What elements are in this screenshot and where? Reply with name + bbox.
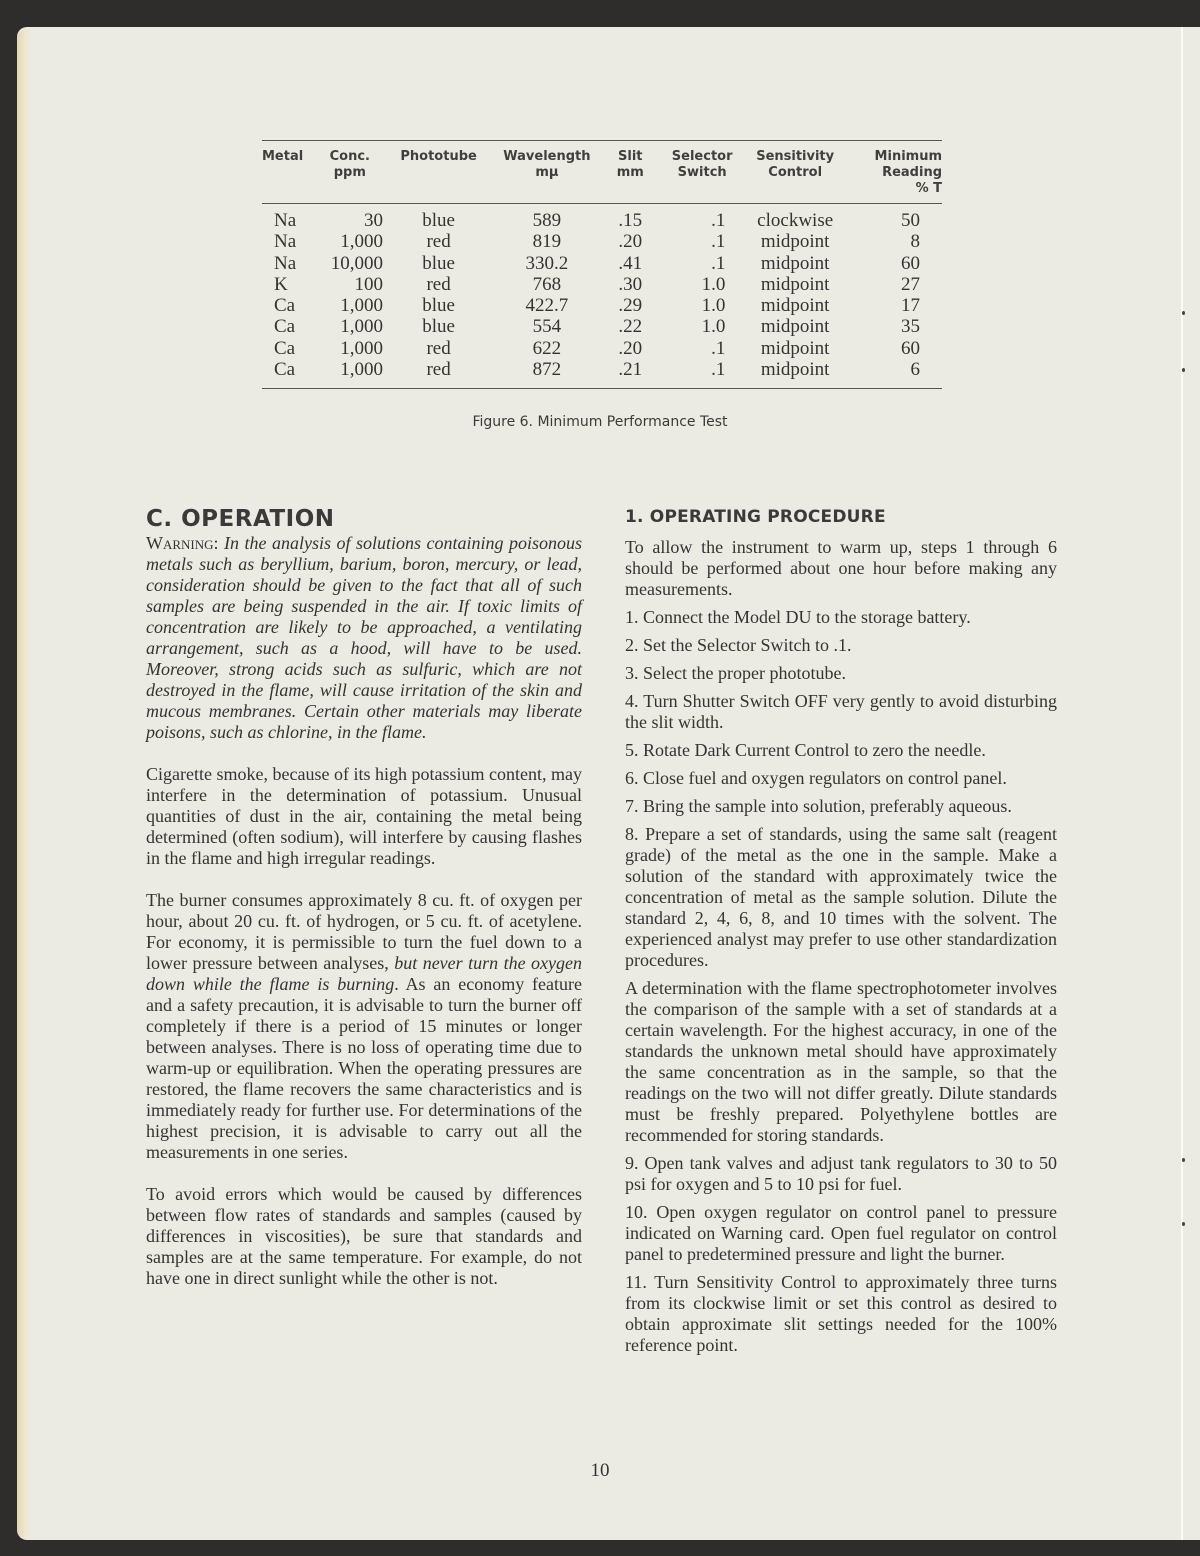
table-row: Ca 1,000 blue 422.7 .29 1.0 midpoint 17 [274,295,920,317]
burner-paragraph: The burner consumes approximately 8 cu. ft. of oxygen per hour, about 20 cu. ft. of hydrogen, or 5 cu. ft. of acetylene. For economy, it is permissible to turn the fuel down to a lower pressure between analyses, but never turn the oxygen down while the flame is burning. As an economy feature and a safety precaution, it is advisable to turn the burner off completely if there is a period of 15 minutes or longer between analyses. There is no loss of operating time due to warm-up or equilibration. When the operating pressures are restored, the flame recovers the same characteristics and is immediately ready for further use. For determinations of the highest precision, it is advisable to carry out all the measurements in one series. [146,890,583,1162]
binding-mark [1182,1222,1185,1226]
col-header-minimum-reading: Minimum Reading % T [847,141,942,204]
section-heading-operating-procedure: 1. OPERATING PROCEDURE [625,507,886,527]
warning-label: Warning: [146,533,219,553]
col-header-wavelength: Wavelength mμ [494,141,599,204]
procedure-step: 11. Turn Sensitivity Control to approximately three turns from its clockwise limit or set this control as desired to obtain approximate slit settings needed for the 100% reference point. [625,1272,1057,1355]
determination-paragraph: A determination with the flame spectrophotometer involves the comparison of the sample with a set of standards at a certain wavelength. For the highest accuracy, in one of the standards the unknown metal should have approximately the same concentration as in the sample, so that the readings on the two will not differ greatly. Dilute standards must be freshly prepared. Polyethylene bottles are recommended for storing standards. [625,978,1057,1145]
binding-line [1181,27,1183,1540]
col-header-selector: Selector Switch [661,141,743,204]
right-column [625,505,1057,1356]
oxygen-warning-emphasis: but never turn the oxygen down while the flame is burning [146,953,582,994]
procedure-step: 7. Bring the sample into solution, preferably aqueous. [625,796,1012,816]
page-edge [17,29,31,1539]
smoke-paragraph: Cigarette smoke, because of its high potassium content, may interfere in the determination of potassium. Unusual quantities of dust in the air, containing the metal being determined (often sodium), will interfere by causing flashes in the flame and high irregular readings. [146,764,582,868]
procedure-intro: To allow the instrument to warm up, steps 1 through 6 should be performed about one hour before making any measurements. [625,537,1057,599]
table-row: Na 30 blue 589 .15 .1 clockwise 50 [274,210,920,231]
col-header-conc: Conc. ppm [317,141,383,204]
binding-mark [1182,311,1185,315]
warning-paragraph [146,533,582,743]
errors-paragraph: To avoid errors which would be caused by differences between flow rates of standards and samples (caused by differences in viscosities), be sure that standards and samples are at the same temperature. For example, do not have one in direct sunlight while the other is not. [146,1184,582,1288]
table-row: Na 1,000 red 819 .20 .1 midpoint 8 [274,231,920,253]
procedure-step: 1. Connect the Model DU to the storage battery. [625,607,971,627]
col-header-metal: Metal [262,141,317,204]
minimum-performance-table [262,140,942,389]
procedure-step: 5. Rotate Dark Current Control to zero the needle. [625,740,986,760]
figure-caption: Figure 6. Minimum Performance Test [472,414,728,430]
section-heading-operation: C. OPERATION [146,506,335,532]
procedure-step: 3. Select the proper phototube. [625,663,846,683]
procedure-step: 4. Turn Shutter Switch OFF very gently to avoid disturbing the slit width. [625,691,1057,732]
procedure-step: 10. Open oxygen regulator on control panel to pressure indicated on Warning card. Open fuel regulator on control panel to predetermined pressure and light the burner. [625,1202,1057,1264]
table-row: Ca 1,000 blue 554 .22 1.0 midpoint 35 [274,316,920,338]
procedure-step: 8. Prepare a set of standards, using the same salt (reagent grade) of the metal as the one in the sample. Make a solution of the standard with approximately twice the concentration of metal as the sample solution. Dilute the standard 2, 4, 6, 8, and 10 times with the solvent. The experienced analyst may prefer to use other standardization procedures. [625,824,1057,970]
table-row: Na 10,000 blue 330.2 .41 .1 midpoint 60 [274,252,920,274]
binding-mark [1182,1158,1185,1162]
warning-text: In the analysis of solutions containing poisonous metals such as beryllium, barium, boron, mercury, or lead, consideration should be given to the fact that all of such samples are being suspended in the air. If toxic limits of concentration are likely to be approached, a ventilating arrangement, such as a hood, will have to be used. Moreover, strong acids such as sulfuric, which are not destroyed in the flame, will cause irritation of the skin and mucous membranes. Certain other materials may liberate poisons, such as chlorine, in the flame. [146,533,582,742]
table-header-row [262,141,942,204]
page-number: 10 [590,1460,610,1481]
procedure-step: 9. Open tank valves and adjust tank regulators to 30 to 50 psi for oxygen and 5 to 10 psi for fuel. [625,1153,1057,1194]
col-header-sensitivity: Sensitivity Control [743,141,847,204]
left-column [146,505,582,1289]
procedure-step: 6. Close fuel and oxygen regulators on control panel. [625,768,1007,788]
col-header-phototube: Phototube [383,141,494,204]
table-row: Ca 1,000 red 872 .21 .1 midpoint 6 [262,359,942,389]
col-header-slit: Slit mm [600,141,661,204]
procedure-step: 2. Set the Selector Switch to .1. [625,635,852,655]
binding-mark [1182,368,1185,372]
table-row: K 100 red 768 .30 1.0 midpoint 27 [274,273,920,295]
table-row: Ca 1,000 red 622 .20 .1 midpoint 60 [274,337,920,359]
